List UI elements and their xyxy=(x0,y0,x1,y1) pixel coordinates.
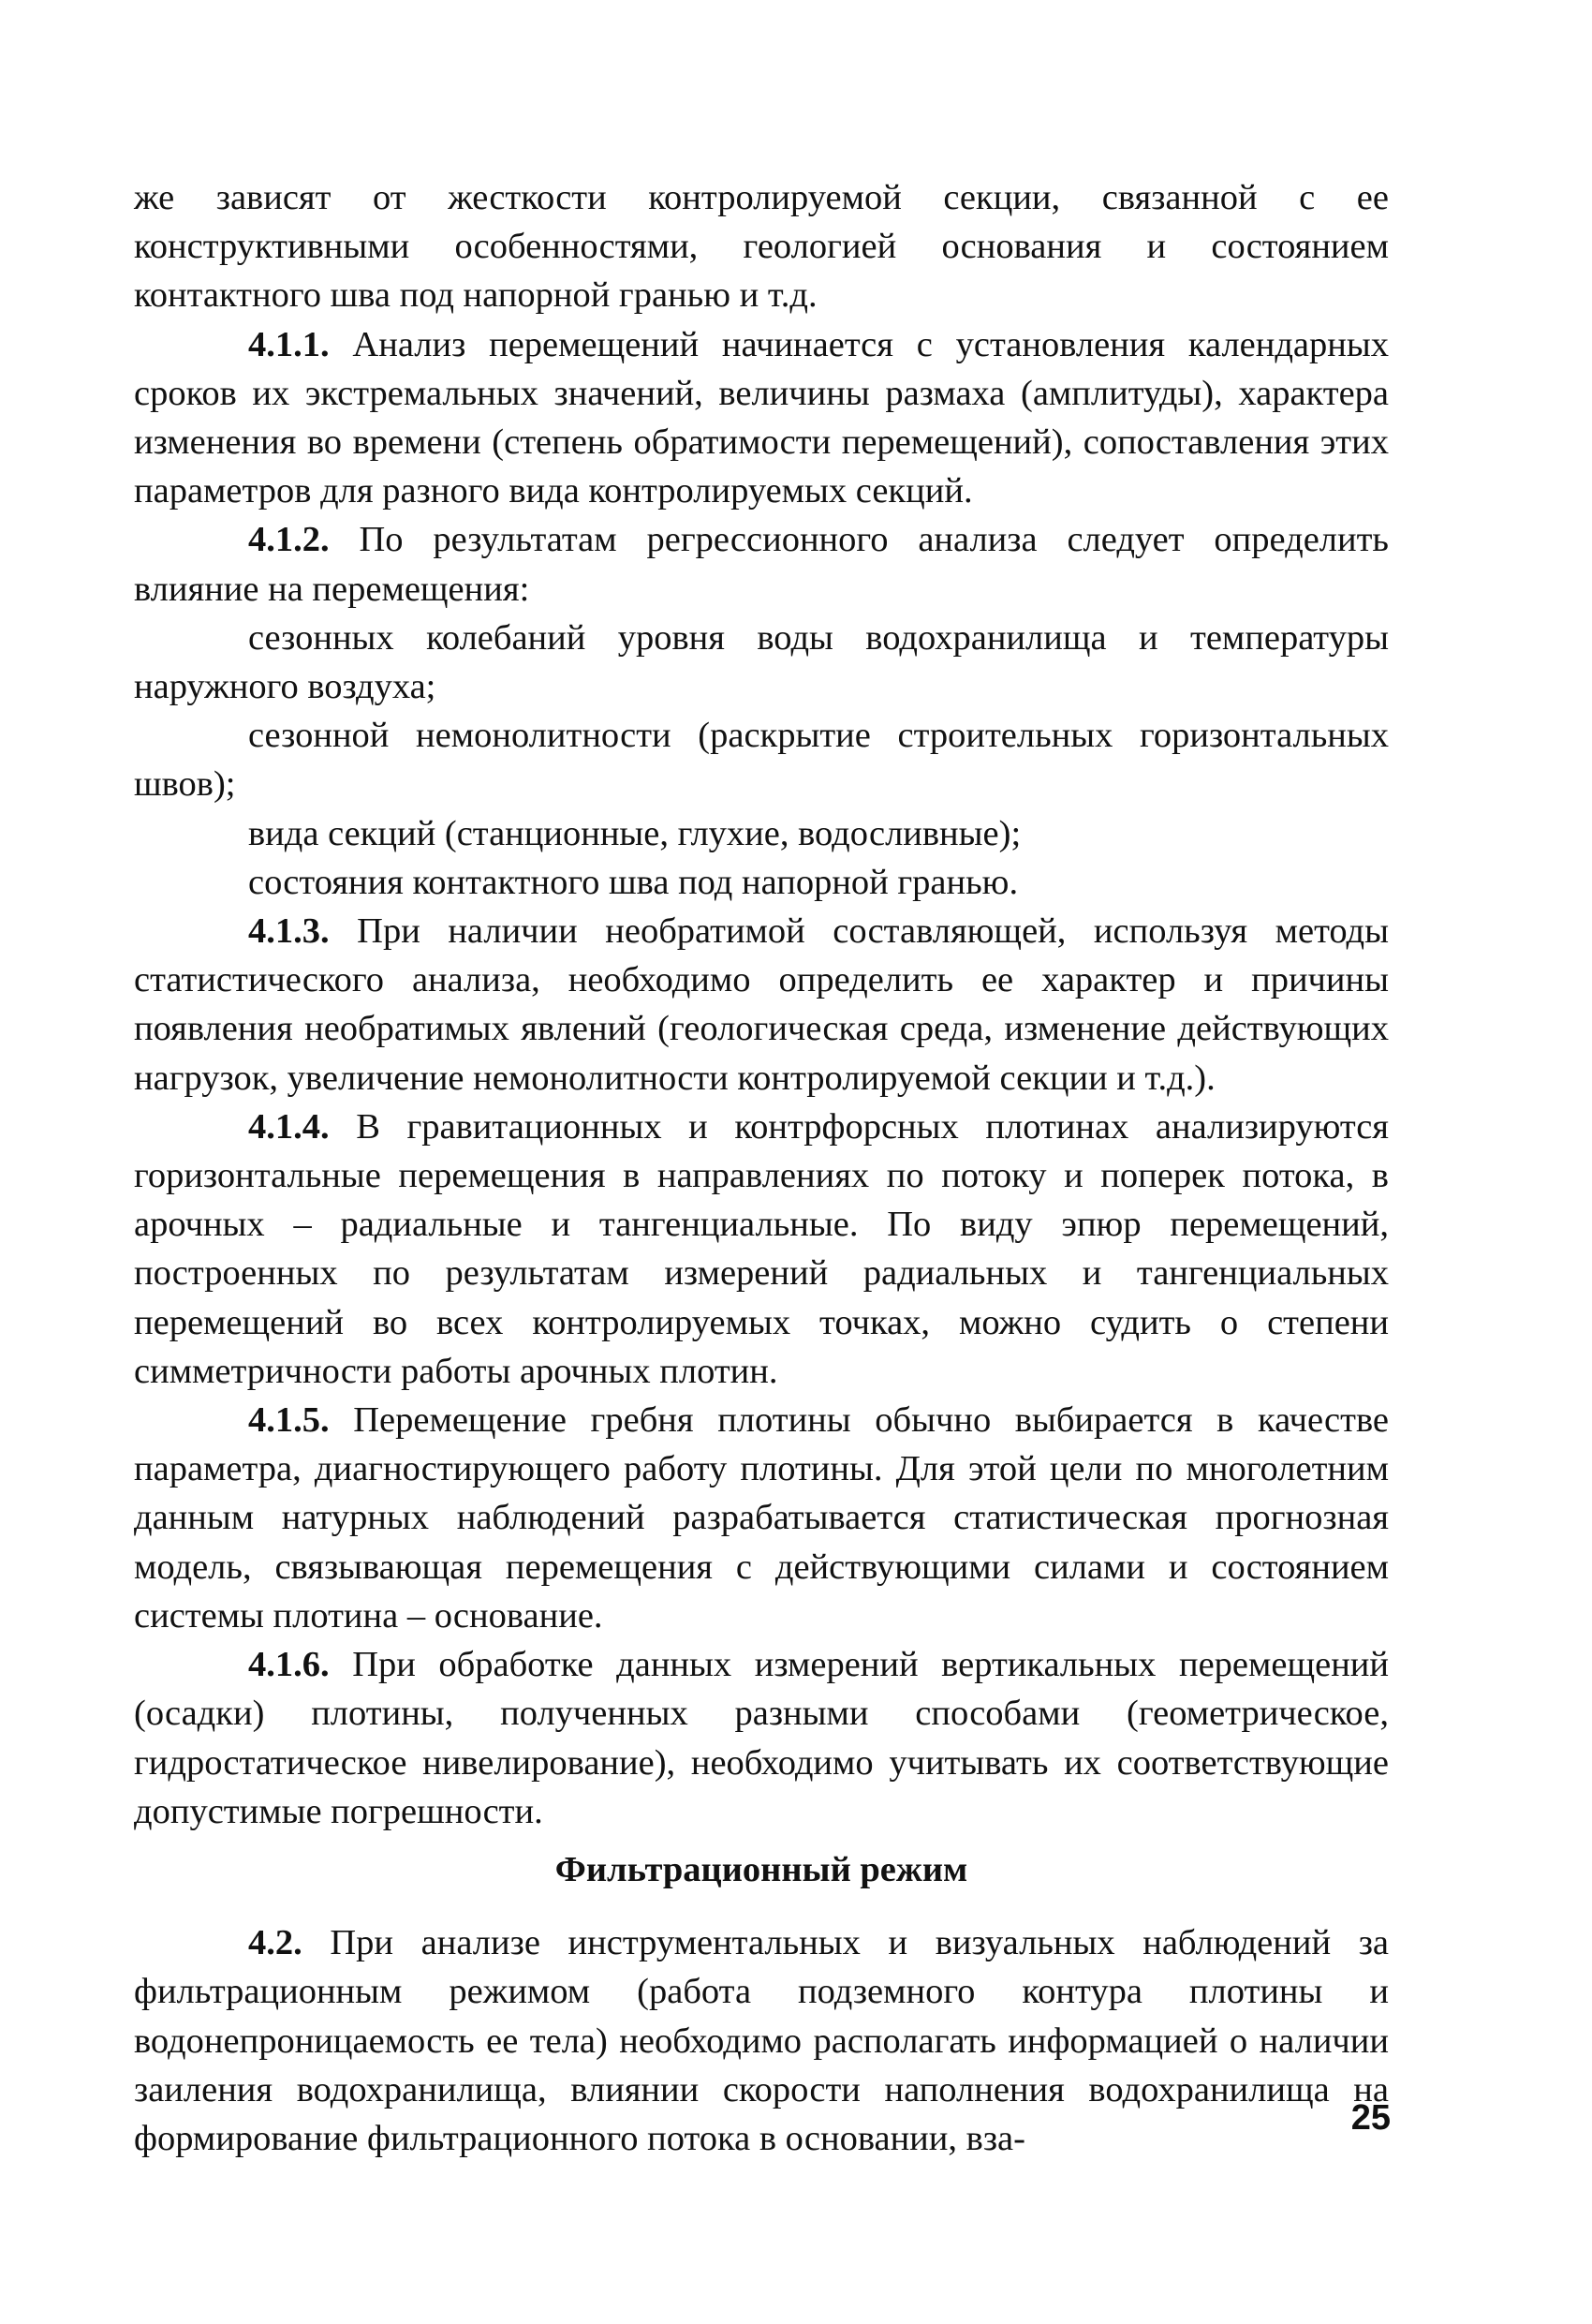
paragraph-text: При анализе инструментальных и визуальных наблюдений за фильтрационным режимом (работа подземного контура плотины и водонепроницаемость ее тела) необходимо располагать информацией о наличии заиления водохранилища, влиянии скорости наполнения водохранилища на формирование фильтрационного потока в основании, вза- xyxy=(134,1923,1389,2158)
paragraph-text: При наличии необратимой составляющей, используя методы статистического анализа, необходимо определить ее характер и причины появления необратимых явлений (геологическая среда, изменение действующих нагрузок, увеличение немонолитности контролируемой секции и т.д.). xyxy=(134,911,1389,1098)
list-item-text: сезонной немонолитности (раскрытие строительных горизонтальных швов); xyxy=(134,716,1389,805)
clause-number: 4.2. xyxy=(248,1923,302,1963)
paragraph-4-1-1 xyxy=(134,320,1389,516)
clause-number: 4.1.6. xyxy=(248,1645,330,1685)
list-item-seasonal-water xyxy=(134,614,1389,711)
paragraph-text: Перемещение гребня плотины обычно выбирается в качестве параметра, диагностирующего работу плотины. Для этой цели по многолетним данным натурных наблюдений разрабатывается статистическая прогнозная модель, связывающая перемещения с действующими силами и состоянием системы плотина – основание. xyxy=(134,1400,1389,1636)
paragraph-4-1-5 xyxy=(134,1396,1389,1640)
paragraph-4-1-6 xyxy=(134,1640,1389,1836)
list-item-text: состояния контактного шва под напорной гранью. xyxy=(248,862,1019,902)
clause-number: 4.1.4. xyxy=(248,1106,330,1147)
list-item-seasonal-nonmonolithic xyxy=(134,711,1389,808)
clause-number: 4.1.2. xyxy=(248,520,330,560)
paragraph-4-1-2 xyxy=(134,515,1389,613)
paragraph-text: При обработке данных измерений вертикальных перемещений (осадки) плотины, полученных разными способами (геометрическое, гидростатическое нивелирование), необходимо учитывать их соответствующие допустимые погрешности. xyxy=(134,1645,1389,1831)
paragraph-text: В гравитационных и контрфорсных плотинах анализируются горизонтальные перемещения в направлениях по потоку и поперек потока, в арочных – радиальные и тангенциальные. По виду эпюр перемещений, построенных по результатам измерений радиальных и тангенциальных перемещений во всех контролируемых точках, можно судить о степени симметричности работы арочных плотин. xyxy=(134,1106,1389,1391)
paragraph-4-2 xyxy=(134,1918,1389,2163)
page-number: 25 xyxy=(1350,2098,1391,2138)
paragraph-4-1-4 xyxy=(134,1103,1389,1396)
clause-number: 4.1.5. xyxy=(248,1400,330,1441)
list-item-text: сезонных колебаний уровня воды водохранилища и температуры наружного воздуха; xyxy=(134,617,1389,707)
list-item-section-type xyxy=(134,809,1389,858)
paragraph-4-1-3 xyxy=(134,907,1389,1103)
body-text xyxy=(134,173,1389,2163)
clause-number: 4.1.1. xyxy=(248,324,330,364)
clause-number: 4.1.3. xyxy=(248,911,330,952)
paragraph-text: же зависят от жесткости контролируемой секции, связанной с ее конструктивными особенностями, геологией основания и состоянием контактного шва под напорной гранью и т.д. xyxy=(134,178,1389,316)
list-item-contact-seam xyxy=(134,858,1389,907)
list-item-text: вида секций (станционные, глухие, водосливные); xyxy=(248,813,1022,853)
paragraph-text: Анализ перемещений начинается с установления календарных сроков их экстремальных значений, величины размаха (амплитуды), характера изменения во времени (степень обратимости перемещений), сопоставления этих параметров для разного вида контролируемых секций. xyxy=(134,324,1389,511)
section-heading: Фильтрационный режим xyxy=(554,1849,968,1889)
paragraph-text: По результатам регрессионного анализа следует определить влияние на перемещения: xyxy=(134,520,1389,609)
paragraph-continuation xyxy=(134,173,1389,320)
